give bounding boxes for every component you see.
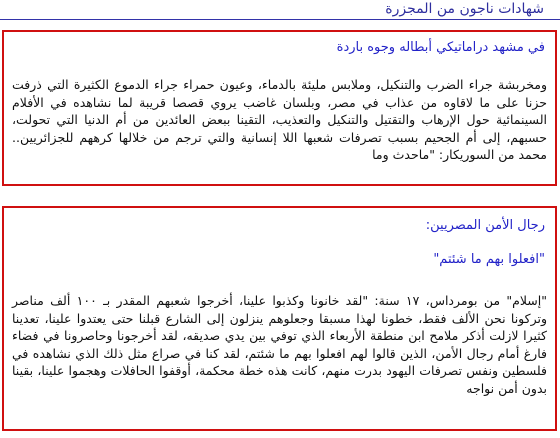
- story-2-subtitle: "افعلوا بهم ما شئتم": [433, 252, 545, 267]
- story-2-title: رجال الأمن المصريين:: [425, 218, 545, 233]
- story-box-1: [2, 30, 557, 186]
- header-divider: [0, 19, 560, 20]
- story-1-body: ومخربشة جراء الضرب والتنكيل، وملابس مليئة بالدماء، وعيون حمراء جراء الدموع الكثيرة التي ذرفت حزنا على ما لاقاوه من عذاب في مصر، وبلسان غاضب يروي قصصا قريبة لما نشاهده في الأفلام السينمائية حول الإرهاب والتقتيل والتنكيل والتعذيب، التقينا ببعض العائدين من أم الدنيا التي تحولت، حسبهم، إلى أم الجحيم بسبب تصرفات شعبها اللا إنسانية والتي ترجم من خلالها كرههم للجزائريين.. محمد من السوريكار: "ماحدث وما: [12, 77, 547, 162]
- story-box-2: [2, 206, 557, 431]
- story-2-body: "إسلام" من بومرداس، ١٧ سنة: "لقد خانونا وكذبوا علينا، أخرجوا شعبهم المقدر بـ ١٠٠ ألف مناصر وتركونا نحن الألف فقط، خطونا لهذا مسبقا وجعلوهم ينزلون إلى الشارع قبلنا حتى يعتدوا علينا، تعدينا كثيرا لازلت أذكر ملامح ابن منطقة الأربعاء الذي توفي بين يدي صديقه، لقد أخرجونا وحاصرونا في فضاء فارغ أمام رجال الأمن، الذين قالوا لهم افعلوا بهم ما شئتم، لقد كنا في صراع مثل ذلك الذي نشاهده في فلسطين ونفس تصرفات اليهود بدرت منهم، كانت هذه خطة محكمة، أوقفوا الحافلات وهجموا علينا، بقينا بدون أمن نواجه: [12, 293, 547, 396]
- story-1-title: في مشهد دراماتيكي أبطاله وجوه باردة: [336, 40, 545, 55]
- page-title: شهادات ناجون من المجزرة: [385, 1, 544, 17]
